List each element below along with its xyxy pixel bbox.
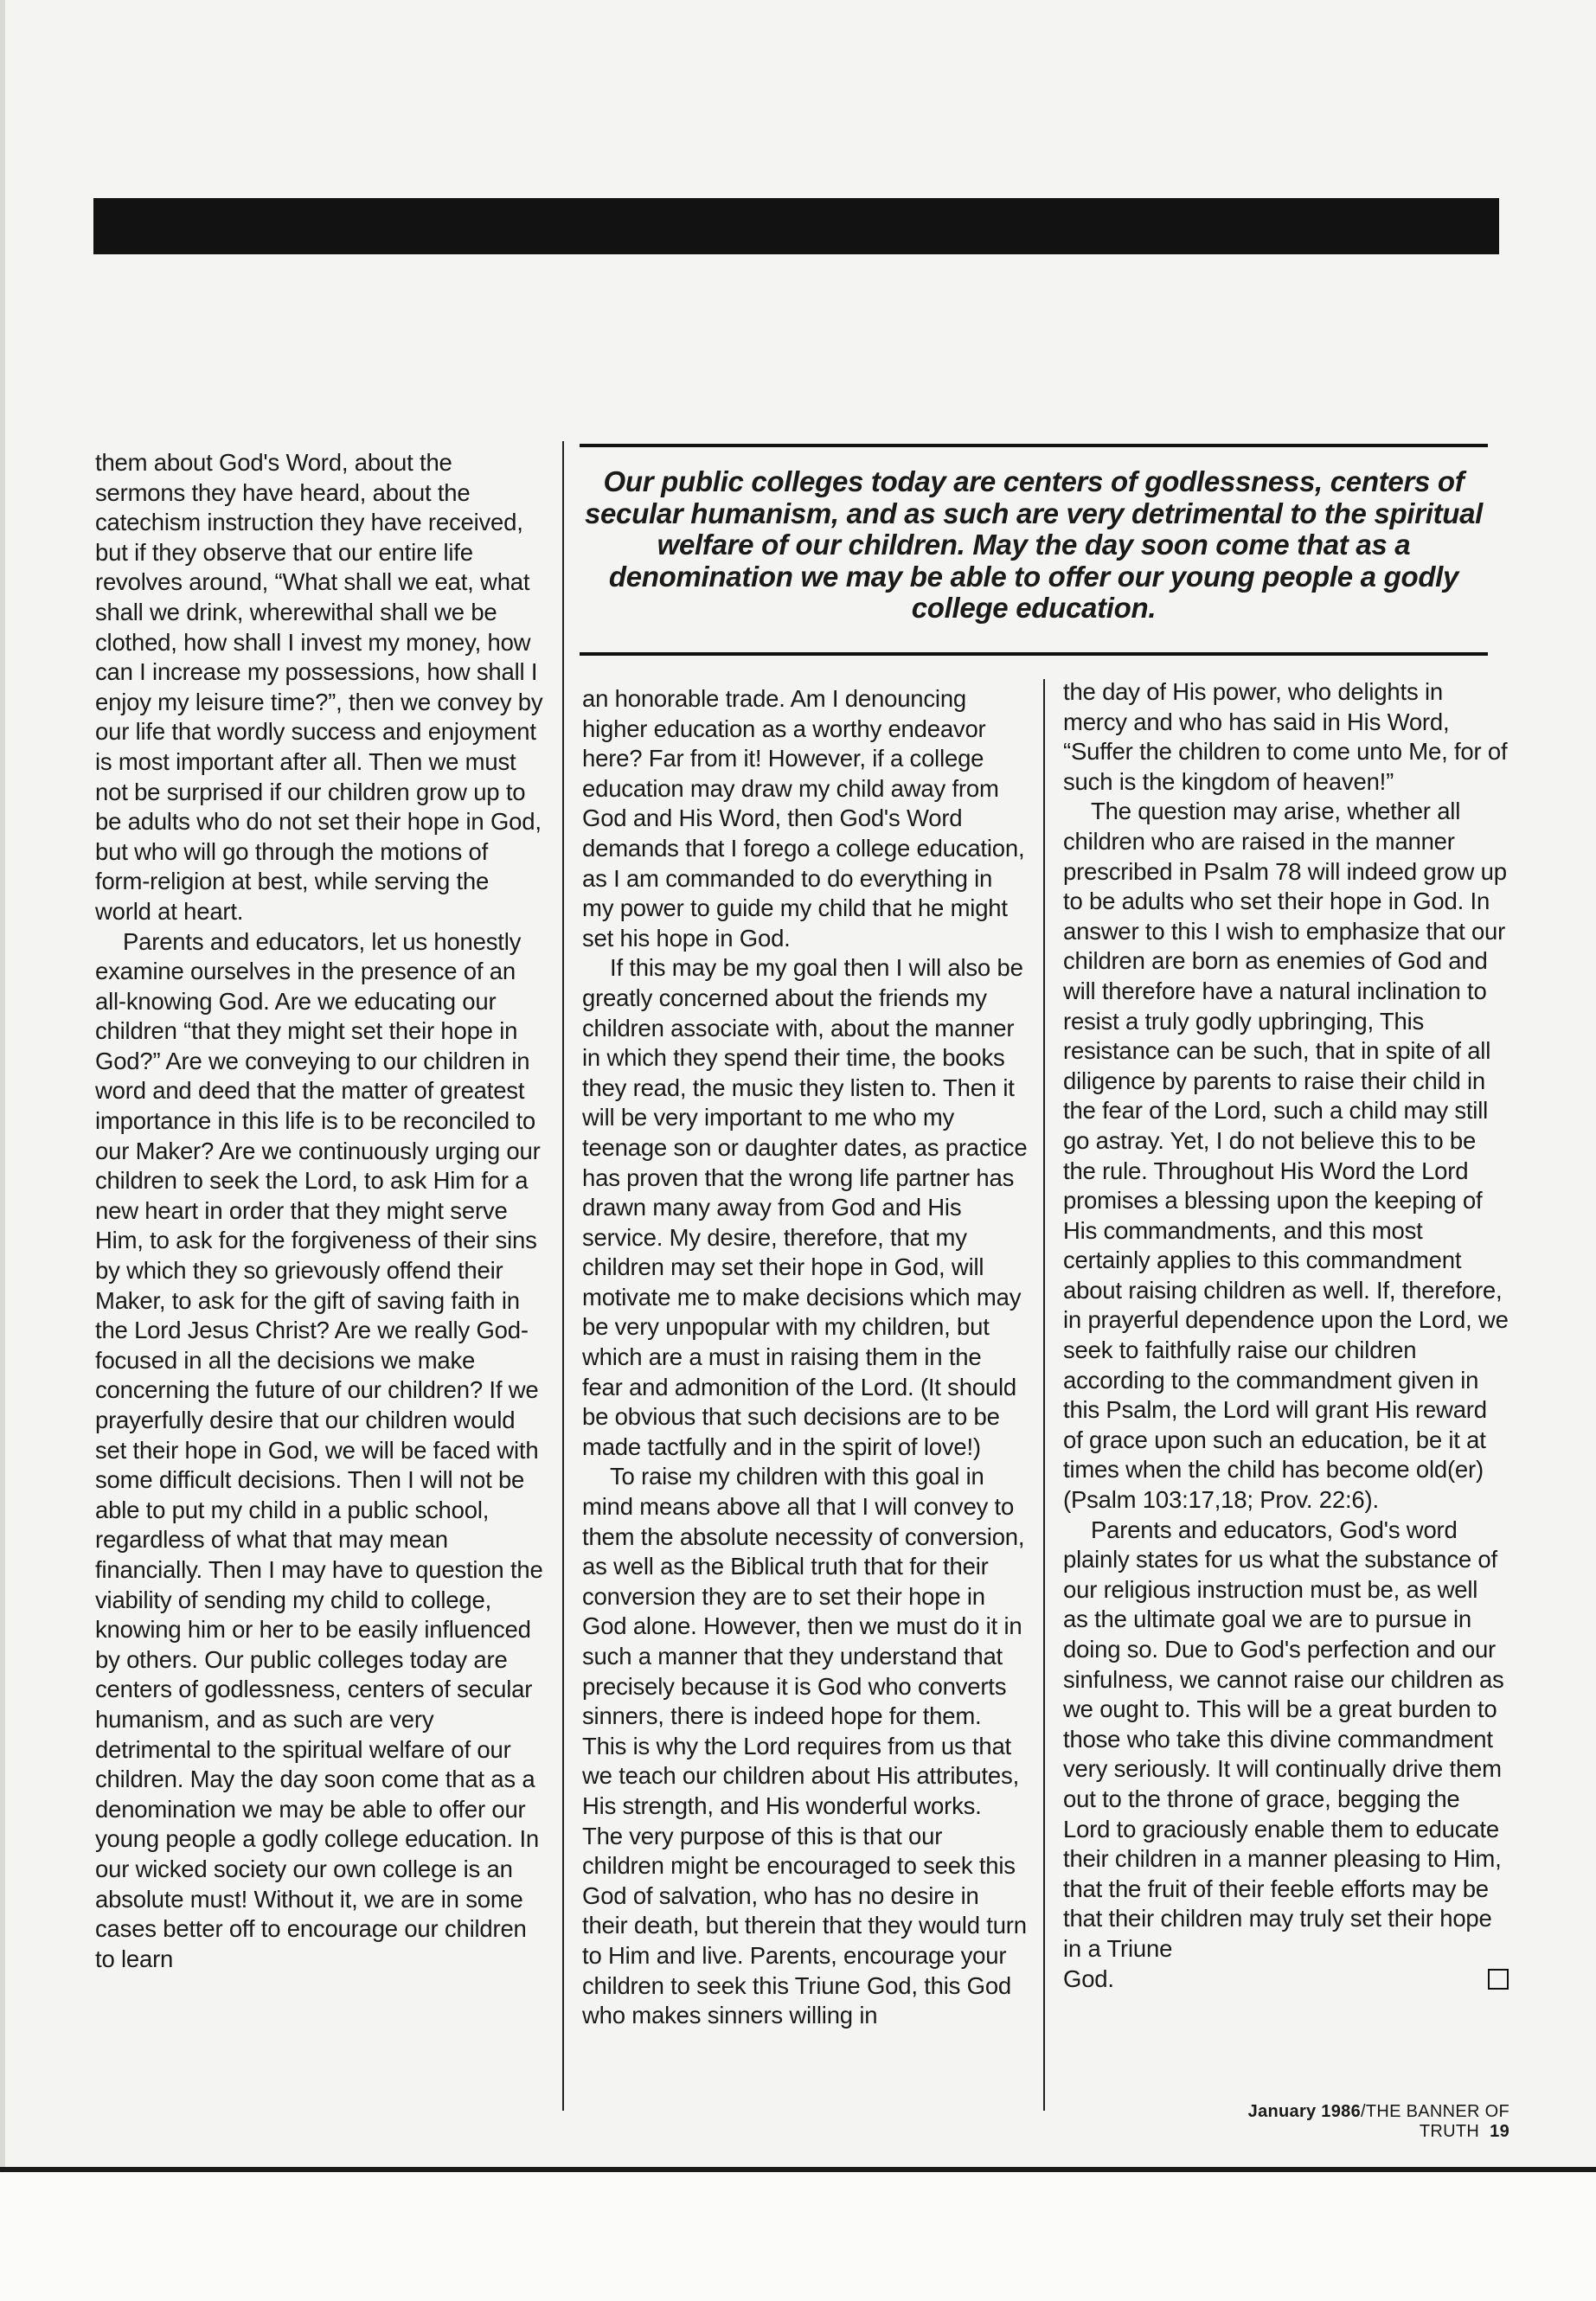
paragraph: Parents and educators, let us honestly examine ourselves in the presence of an all-knowing God. Are we educating our children “that they might set their hope in God?” Are we conveying to our children in word and deed that the matter of greatest importance in this life is to be reconciled to our Maker? Are we continuously urging our children to seek the Lord, to ask Him for a new heart in order that they might serve Him, to ask for the forgiveness of their sins by which they so grievously offend their Maker, to ask for the gift of saving faith in the Lord Jesus Christ? Are we really God-focused in all the decisions we make concerning the future of our children? If we prayerfully desire that our children would set their hope in God, we will be faced with some difficult decisions. Then I will not be able to put my child in a public school, regardless of what that may mean financially. Then I may have to question the viability of sending my child to college, knowing him or her to be easily influenced by others. Our public colleges today are centers of godlessness, centers of secular humanism, and as such are very detrimental to the spiritual welfare of our children. May the day soon come that as a denomination we may be able to offer our young people a godly college education. In our wicked society our own college is an absolute must! Without it, we are in some cases better off to encourage our children to learn <box>95 927 543 1972</box>
paragraph: them about God's Word, about the sermons they have heard, about the catechism instruction they have received, but if they observe that our entire life revolves around, “What shall we eat, what shall we drink, wherewithal shall we be clothed, how shall I invest my money, how can I increase my possessions, how shall I enjoy my leisure time?”, then we convey by our life that wordly success and enjoyment is most important after all. Then we must not be surprised if our children grow up to be adults who do not set their hope in God, but who will go through the motions of form-religion at best, while serving the world at heart. <box>95 449 543 925</box>
column-rule-left <box>562 441 564 2111</box>
last-word: God. <box>1063 1965 1114 1992</box>
column-rule-right <box>1043 679 1045 2111</box>
issue-date: January 1986 <box>1247 2102 1361 2121</box>
paragraph: an honorable trade. Am I denouncing higher education as a worthy endeavor here? Far from it! However, if a college education may draw my child away from God and His Word, then God's Word demands that I forego a college education, as I am commanded to do everything in my power to guide my child that he might set his hope in God. <box>582 685 1025 952</box>
paragraph: the day of His power, who delights in mercy and who has said in His Word, “Suffer the children to come unto Me, for of such is the kingdom of heaven!” <box>1063 678 1508 795</box>
page-edge <box>0 0 5 2301</box>
paragraph: To raise my children with this goal in mind means above all that I will convey to them the absolute necessity of conversion, as well as the Biblical truth that for their conversion they are to set their hope in God alone. However, then we must do it in such a manner that they understand that precisely because it is God who converts sinners, there is indeed hope for them. This is why the Lord requires from us that we teach our children about His attributes, His strength, and His wonderful works. The very purpose of this is that our children might be encouraged to seek this God of salvation, who has no desire in their death, but therein that they would turn to Him and live. Parents, encourage your children to seek this Triune God, this God who makes sinners willing in <box>582 1463 1027 2029</box>
scan-margin <box>0 2172 1596 2301</box>
paragraph: The question may arise, whether all children who are raised in the manner prescribed in Psalm 78 will indeed grow up to be adults who set their hope in God. In answer to this I wish to emphasize that our children are born as enemies of God and will therefore have a natural inclination to resist a truly godly upbringing, This resistance can be such, that in spite of all diligence by parents to raise their child in the fear of the Lord, such a child may still go astray. Yet, I do not believe this to be the rule. Throughout His Word the Lord promises a blessing upon the keeping of His commandments, and this most certainly applies to this commandment about raising children as well. If, therefore, in prayerful dependence upon the Lord, we seek to faithfully raise our children according to the commandment given in this Psalm, the Lord will grant His reward of grace upon such an education, be it at times when the child has become old(er) (Psalm 103:17,18; Prov. 22:6). <box>1063 798 1509 1514</box>
article-column-1 <box>95 448 547 1974</box>
end-mark-icon <box>1488 1969 1509 1990</box>
pull-quote: Our public colleges today are centers of godlessness, centers of secular humanism, and as such are very detrimental to the spiritual welfare of our children. May the day soon come that as a denomination we may be able to offer our young people a godly college education. <box>580 444 1488 656</box>
article-ending <box>1063 1965 1509 1995</box>
page-bottom-edge <box>0 2167 1596 2172</box>
publication-name: /THE BANNER OF TRUTH <box>1361 2102 1509 2141</box>
page-footer <box>1159 2102 1509 2142</box>
article-column-3 <box>1063 677 1509 1994</box>
page-number: 19 <box>1490 2122 1509 2141</box>
article-column-2 <box>582 684 1028 2031</box>
paragraph: If this may be my goal then I will also be greatly concerned about the friends my children associate with, about the manner in which they spend their time, the books they read, the music they listen to. Then it will be very important to me who my teenage son or daughter dates, as practice has proven that the wrong life partner has drawn many away from God and His service. My desire, therefore, that my children may set their hope in God, will motivate me to make decisions which may be very unpopular with my children, but which are a must in raising them in the fear and admonition of the Lord. (It should be obvious that such decisions are to be made tactfully and in the spirit of love!) <box>582 954 1028 1460</box>
header-bar <box>93 198 1499 254</box>
paragraph: Parents and educators, God's word plainly states for us what the substance of our religious instruction must be, as well as the ultimate goal we are to pursue in doing so. Due to God's perfection and our sinfulness, we cannot raise our children as we ought to. This will be a great burden to those who take this divine commandment very seriously. It will continually drive them out to the throne of grace, begging the Lord to graciously enable them to educate their children in a manner pleasing to Him, that the fruit of their feeble efforts may be that their children may truly set their hope in a Triune <box>1063 1516 1504 1962</box>
